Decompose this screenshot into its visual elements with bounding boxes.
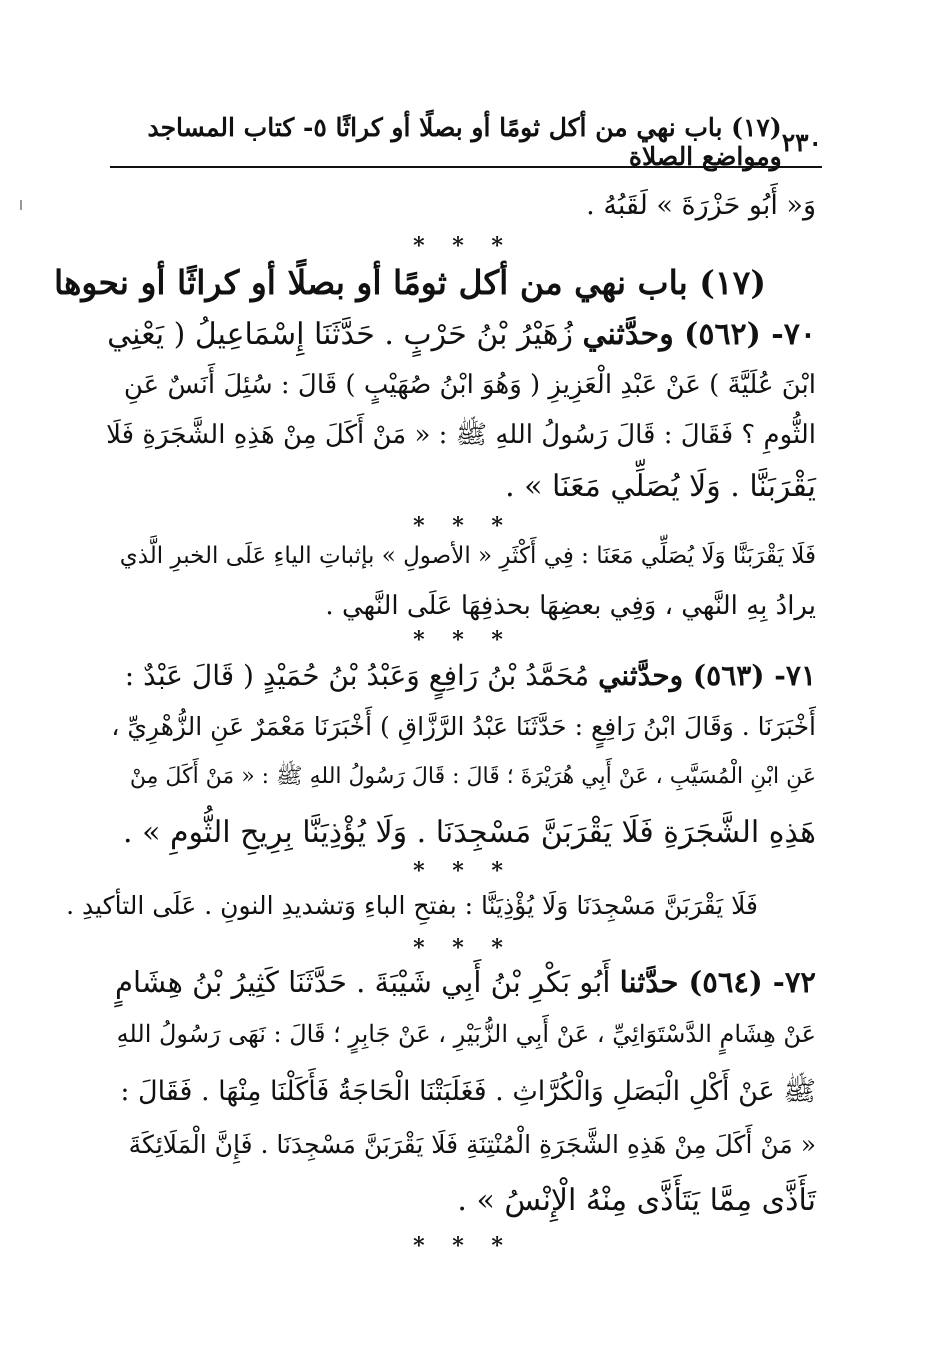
note-70-line-1: فَلَا يَقْرَبَنَّا وَلَا يُصَلِّي مَعَنَا : فِي أَكْثَرِ « الأصولِ » بإثباتِ الياءِ عَلَى الخبرِ الَّذي (119, 543, 816, 569)
hadith-72-line-5: تَأَذَّى مِمَّا يَتَأَذَّى مِنْهُ الْإِنْسُ » . (457, 1183, 816, 1218)
separator: * * * (413, 935, 513, 961)
running-title: (١٧) باب نهي من أكل ثومًا أو بصلًا أو كراثًا ٥- كتاب المساجد ومواضع الصلاة (147, 113, 782, 171)
note-71-line-1: فَلَا يَقْرَبَنَّ مَسْجِدَنَا وَلَا يُؤْذِيَنَّا : بفتحِ الباءِ وَتشديدِ النونِ . عَلَى التأكيدِ . (66, 891, 758, 920)
hadith-71-text: مُحَمَّدُ بْنُ رَافِعٍ وَعَبْدُ بْنُ حُمَيْدٍ ( قَالَ عَبْدٌ : (124, 659, 590, 692)
separator: * * * (413, 627, 513, 653)
hadith-71-number: ٧١- (٥٦٣) وحدَّثني (598, 659, 816, 692)
hadith-72-line-4: « مَنْ أَكَلَ مِنْ هَذِهِ الشَّجَرَةِ الْمُنْتِنَةِ فَلَا يَقْرَبَنَّ مَسْجِدَنَا . فَإِنَّ الْمَلَائِكَةَ (128, 1130, 816, 1159)
hadith-71-line-2: أَخْبَرَنَا . وَقَالَ ابْنُ رَافِعٍ : حَدَّثَنَا عَبْدُ الرَّزَّاقِ ) أَخْبَرَنَا مَعْمَرٌ عَنِ الزُّهْرِيِّ ، (111, 712, 816, 741)
separator: * * * (413, 233, 513, 259)
hadith-70-text: زُهَيْرُ بْنُ حَرْبٍ . حَدَّثَنَا إِسْمَاعِيلُ ( يَعْنِي (107, 317, 573, 352)
hadith-71-line-1 (124, 659, 816, 692)
chapter-heading: (١٧) باب نهي من أكل ثومًا أو بصلًا أو كراثًا أو نحوها (53, 263, 766, 302)
hadith-70-number: ٧٠- (٥٦٢) وحدَّثني (582, 317, 816, 352)
separator: * * * (413, 858, 513, 884)
hadith-72-line-3: ﷺ عَنْ أَكْلِ الْبَصَلِ وَالْكُرَّاثِ . فَغَلَبَتْنَا الْحَاجَةُ فَأَكَلْنَا مِنْهَا . فَقَالَ : (120, 1076, 816, 1107)
hadith-72-line-1 (115, 965, 816, 999)
hadith-71-line-4: هَذِهِ الشَّجَرَةِ فَلَا يَقْرَبَنَّ مَسْجِدَنَا . وَلَا يُؤْذِيَنَّا بِرِيحِ الثُّومِ » . (123, 815, 816, 850)
hadith-72-line-2: عَنْ هِشَامٍ الدَّسْتَوَائِيِّ ، عَنْ أَبِي الزُّبَيْرِ ، عَنْ جَابِرٍ ؛ قَالَ : نَهَى رَسُولُ اللهِ (116, 1020, 816, 1048)
hadith-70-line-4: يَقْرَبَنَّا . وَلَا يُصَلِّي مَعَنَا » . (505, 469, 816, 504)
hadith-72-text: أَبُو بَكْرِ بْنُ أَبِي شَيْبَةَ . حَدَّثَنَا كَثِيرُ بْنُ هِشَامٍ (115, 965, 611, 999)
hadith-71-line-3: عَنِ ابْنِ الْمُسَيَّبِ ، عَنْ أَبِي هُرَيْرَةَ ؛ قَالَ : قَالَ رَسُولُ اللهِ ﷺ : « مَنْ أَكَلَ مِنْ (129, 764, 816, 789)
header-rule (110, 166, 822, 168)
hadith-72-number: ٧٢- (٥٦٤) حدَّثنا (619, 965, 816, 999)
scan-mark (20, 200, 22, 210)
separator: * * * (413, 513, 513, 539)
hadith-70-line-2: ابْنَ عُلَيَّةَ ) عَنْ عَبْدِ الْعَزِيزِ ( وَهُوَ ابْنُ صُهَيْبٍ ) قَالَ : سُئِلَ أَنَسٌ عَنِ (123, 370, 816, 400)
note-70-line-2: يرادُ بِهِ النَّهي ، وَفِي بعضِهَا بحذفِهَا عَلَى النَّهي . (325, 591, 816, 621)
separator: * * * (413, 1233, 513, 1259)
hadith-70-line-1 (107, 317, 816, 352)
running-header (110, 113, 822, 171)
intro-line: وَ« أَبُو حَزْرَةَ » لَقَبُهُ . (586, 190, 816, 221)
hadith-70-line-3: الثُّومِ ؟ فَقَالَ : قَالَ رَسُولُ اللهِ ﷺ : « مَنْ أَكَلَ مِنْ هَذِهِ الشَّجَرَةِ فَلَا (106, 420, 816, 450)
page-number: ٢٣٠ (781, 127, 822, 157)
